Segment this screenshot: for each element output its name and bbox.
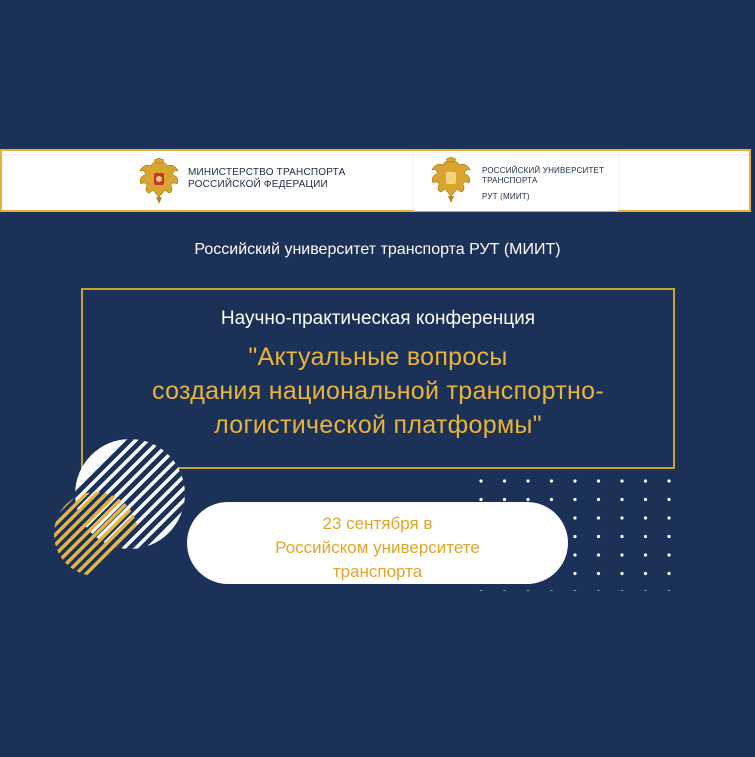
eagle-emblem-icon [428, 156, 474, 204]
event-line: Российском университете [275, 538, 480, 557]
event-line: транспорта [332, 562, 423, 581]
mintrans-logo [136, 155, 366, 207]
striped-circles-decoration [52, 438, 192, 578]
conference-title-line: "Актуальные вопросы [248, 343, 508, 371]
logo-band [0, 149, 751, 212]
event-date-text [187, 512, 568, 584]
event-date-pill [187, 502, 568, 584]
rut-line1: РОССИЙСКИЙ УНИВЕРСИТЕТ [482, 166, 605, 175]
conference-title-line: создания национальной транспортно- [152, 377, 604, 405]
rut-logo-text [482, 166, 604, 202]
conference-type: Научно-практическая конференция [220, 308, 536, 329]
conference-title [83, 340, 673, 442]
conference-title-line: логистической платформы" [214, 411, 542, 439]
rut-line2: ТРАНСПОРТА [482, 176, 538, 185]
eagle-emblem-icon [136, 157, 182, 205]
rut-logo [414, 153, 618, 211]
rut-line3: РУТ (МИИТ) [482, 192, 530, 201]
event-line: 23 сентября в [322, 514, 433, 533]
mintrans-line1: МИНИСТЕРСТВО ТРАНСПОРТА [188, 167, 346, 178]
mintrans-line2: РОССИЙСКОЙ ФЕДЕРАЦИИ [188, 179, 328, 190]
university-name: Российский университет транспорта РУТ (МИИТ) [194, 241, 561, 258]
mintrans-logo-text [188, 167, 346, 191]
